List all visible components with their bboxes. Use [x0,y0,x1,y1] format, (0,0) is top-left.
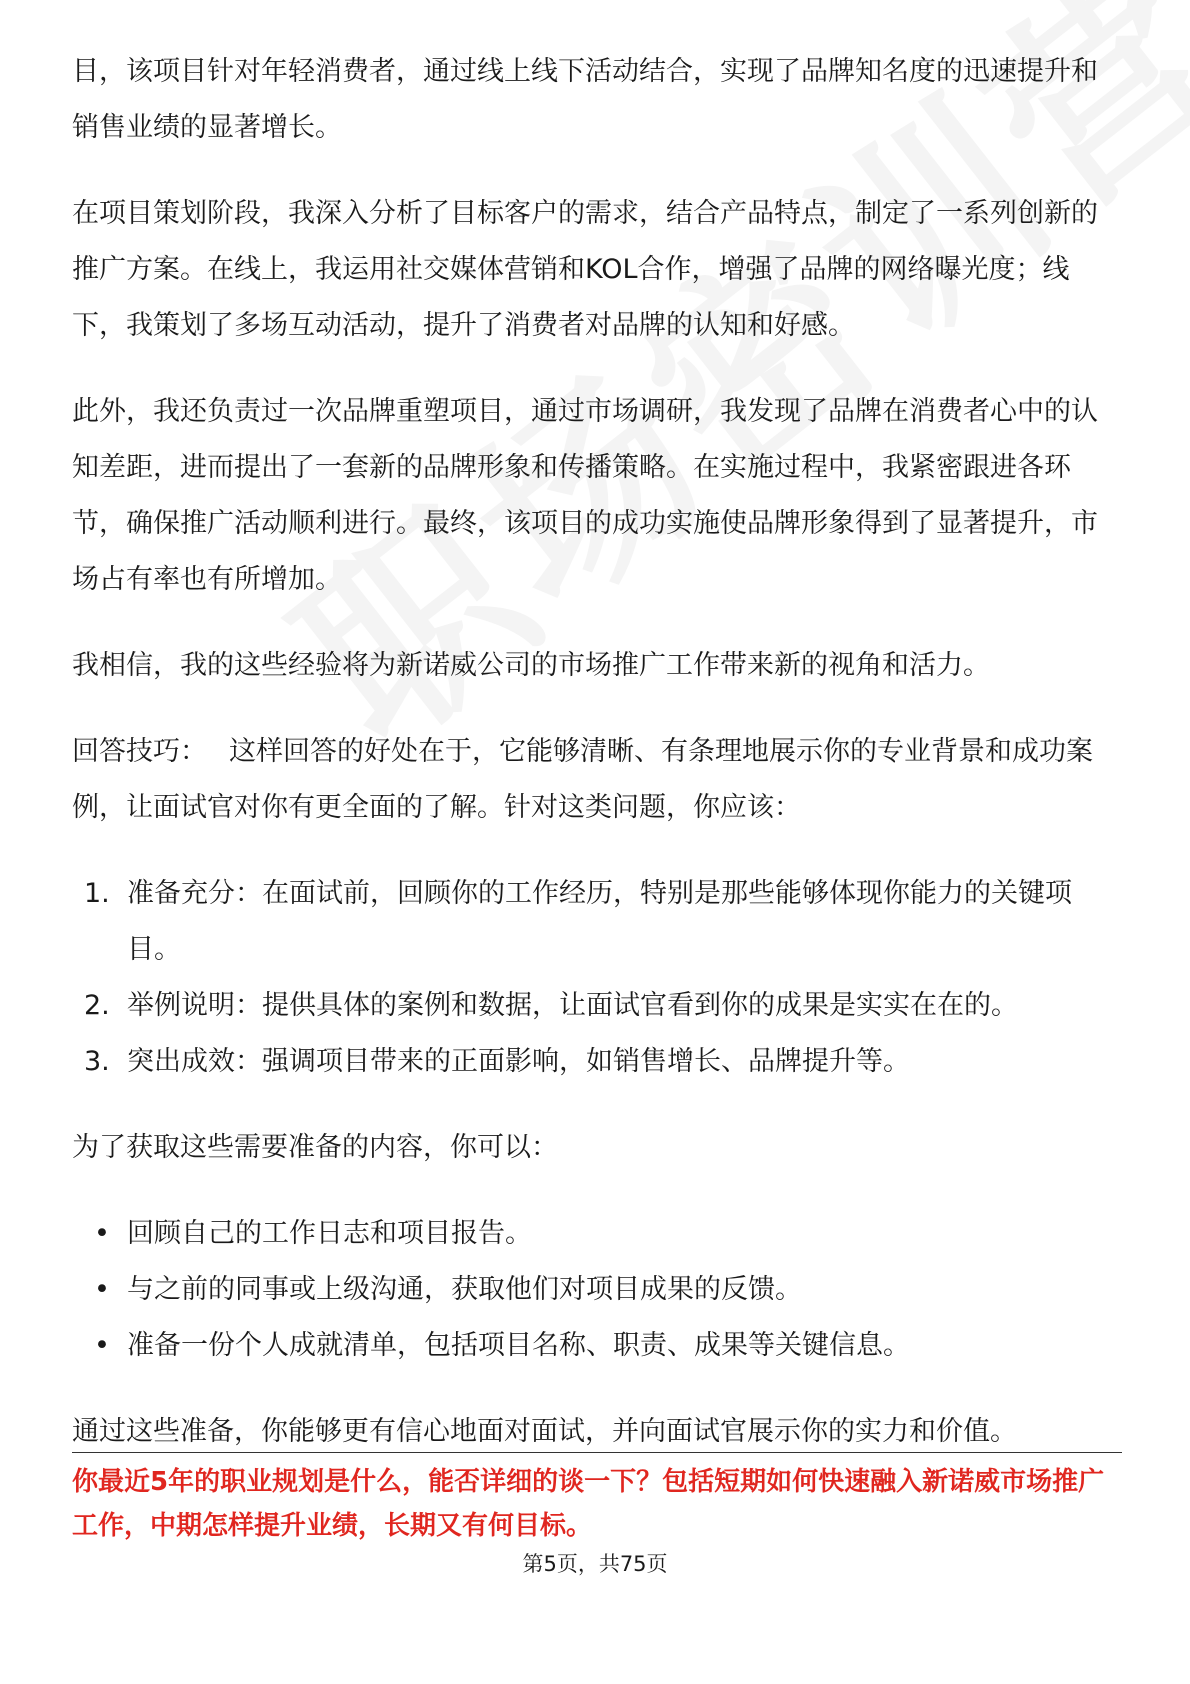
paragraph-conclusion: 通过这些准备，你能够更有信心地面对面试，并向面试官展示你的实力和价值。 [72,1416,1017,1447]
answer-tips [72,724,1122,836]
list-item-text: 举例说明：提供具体的案例和数据，让面试官看到你的成果是实实在在的。 [127,990,1018,1021]
divider [72,1452,1122,1453]
bullet-icon: • [94,1274,110,1305]
page-number: 第5页，共75页 [522,1552,668,1576]
bullet-icon: • [94,1218,110,1249]
list-item-text: 准备一份个人成就清单，包括项目名称、职责、成果等关键信息。 [127,1330,910,1361]
ordered-list [72,866,1122,1090]
paragraph-rebranding: 此外，我还负责过一次品牌重塑项目，通过市场调研，我发现了品牌在消费者心中的认知差距，进而提出了一套新的品牌形象和传播策略。在实施过程中，我紧密跟进各环节，确保推广活动顺利进行。最终，该项目的成功实施使品牌形象得到了显著提升，市场占有率也有所增加。 [72,396,1098,595]
tips-label: 回答技巧： [72,736,207,767]
list-item [72,978,1122,1034]
list-item-text: 回顾自己的工作日志和项目报告。 [127,1218,532,1249]
list-number: 2. [84,990,110,1021]
paragraph-planning: 在项目策划阶段，我深入分析了目标客户的需求，结合产品特点，制定了一系列创新的推广方案。在线上，我运用社交媒体营销和KOL合作，增强了品牌的网络曝光度；线下，我策划了多场互动活动，提升了消费者对品牌的认知和好感。 [72,198,1098,341]
main-content [72,44,1122,1490]
list-number: 1. [84,878,110,909]
list-item [72,1034,1122,1090]
prep-intro: 为了获取这些需要准备的内容，你可以： [72,1132,558,1163]
list-item [72,866,1122,978]
list-number: 3. [84,1046,110,1077]
paragraph-belief: 我相信，我的这些经验将为新诺威公司的市场推广工作带来新的视角和活力。 [72,650,990,681]
tips-text: 这样回答的好处在于，它能够清晰、有条理地展示你的专业背景和成功案例，让面试官对你有更全面的了解。针对这类问题，你应该： [72,736,1093,823]
list-item-text: 与之前的同事或上级沟通，获取他们对项目成果的反馈。 [127,1274,802,1305]
list-item-text: 准备充分：在面试前，回顾你的工作经历，特别是那些能够体现你能力的关键项目。 [127,878,1072,965]
next-question-heading: 你最近5年的职业规划是什么，能否详细的谈一下？包括短期如何快速融入新诺威市场推广工作，中期怎样提升业绩，长期又有何目标。 [72,1467,1105,1541]
list-item [72,1206,1122,1262]
paragraph-project-intro: 目，该项目针对年轻消费者，通过线上线下活动结合，实现了品牌知名度的迅速提升和销售业绩的显著增长。 [72,56,1098,143]
list-item [72,1318,1122,1374]
bullet-list [72,1206,1122,1374]
bullet-icon: • [94,1330,110,1361]
list-item [72,1262,1122,1318]
list-item-text: 突出成效：强调项目带来的正面影响，如销售增长、品牌提升等。 [127,1046,910,1077]
